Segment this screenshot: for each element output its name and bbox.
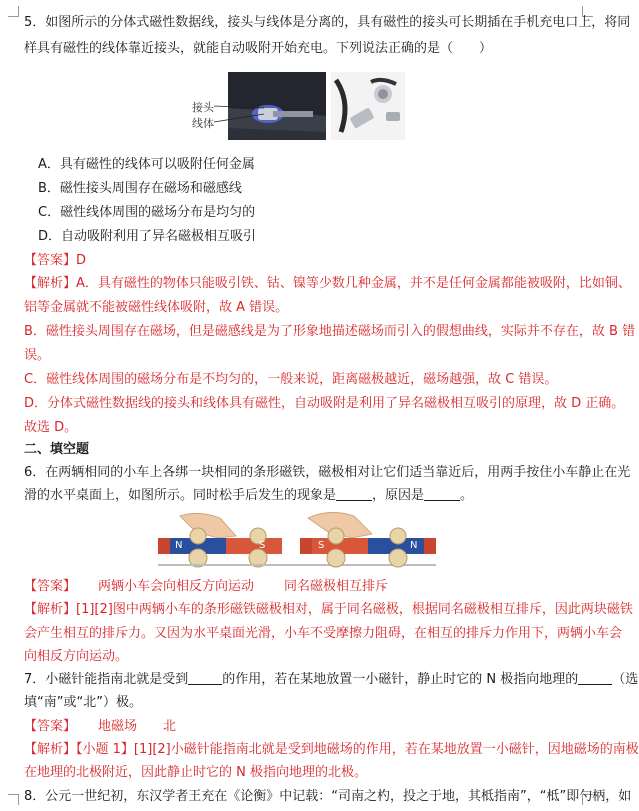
q6-answer [24,578,583,596]
magnet-pole-n-left: N [175,540,183,551]
hand-icon [180,513,236,538]
q7-answer [24,718,583,736]
answer-tag: 【答案】 [24,579,77,594]
q6-stem-line-2 [24,487,583,505]
q5-analysis-line-5: C．磁性线体周围的磁场分布是不均匀的，一般来说，距离磁极越近，磁场越强，故 C 错误。 [24,372,558,387]
q6-stem-line-1: 6．在两辆相同的小车上各绑一块相同的条形磁铁，磁极相对让它们适当靠近后，用两手按住小车静止在光 [24,465,631,480]
q7-analysis-line-1: 【解析】【小题 1】[1][2]小磁针能指南北就是受到地磁场的作用，若在某地放置一小磁针，因地磁场的南极 [24,742,639,757]
label-cable-body: 线体 [192,117,214,130]
q7-blank-2 [578,671,612,685]
q5-answer: 【答案】D [24,253,87,268]
leader-lines [214,104,266,128]
q5-figure-connectors-photo [331,72,405,140]
q7-stem-text: （选 [612,672,639,687]
magnet-pole-s-right: S [318,540,325,551]
q6-analysis-line-3: 向相反方向运动。 [24,649,129,664]
q6-blank-1 [336,487,372,501]
q7-answer-1: 地磁场 [98,719,138,734]
margin-corner-mark [8,6,19,17]
q7-answer-2: 北 [163,719,177,734]
q7-stem-text: 的作用，若在某地放置一小磁针，静止时它的 N 极指向地理的 [222,672,579,687]
q8-stem-line-1: 8．公元一世纪初，东汉学者王充在《论衡》中记载：“司南之杓，投之于地，其柢指南”，“柢”即勺柄，如 [24,789,632,804]
section-heading-fill-in: 二、填空题 [24,442,90,457]
answer-tag: 【答案】 [24,719,77,734]
q6-blank-2 [424,487,460,501]
magnet-pole-n-right: N [410,540,418,551]
q5-option-b: B．磁性接头周围存在磁场和磁感线 [38,181,242,196]
q5-analysis-line-7: 故选 D。 [24,420,78,435]
q6-analysis-line-2: 会产生相互的排斥力。又因为水平桌面光滑，小车不受摩擦力阻碍，在相互的排斥力作用下，两辆小车会 [24,626,623,641]
q5-analysis-line-2: 铝等金属就不能被磁性线体吸附，故 A 错误。 [24,300,289,315]
q6-answer-2: 同名磁极相互排斥 [284,579,389,594]
q5-stem-line-2: 样具有磁性的线体靠近接头，就能自动吸附开始充电。下列说法正确的是（ ） [24,41,493,56]
magnet-pole-s-left: S [259,540,266,551]
q7-analysis-line-2: 在地理的北极附近，因此静止时它的 N 极指向地理的北极。 [24,765,367,780]
q5-analysis-line-4: 误。 [24,348,51,363]
q6-stem-text: ，原因是 [372,488,425,503]
q7-stem-line-2: 填“南”或“北”）极。 [24,695,142,710]
label-connector: 接头 [192,101,214,114]
q6-stem-text: 滑的水平桌面上，如图所示。同时松手后发生的现象是 [24,488,337,503]
q6-stem-text: 。 [460,488,474,503]
q5-analysis-line-1: 【解析】A．具有磁性的物体只能吸引铁、钴、镍等少数几种金属，并不是任何金属都能被吸附，比如铜、 [24,276,631,291]
q5-option-d: D．自动吸附利用了异名磁极相互吸引 [38,229,257,244]
q6-answer-1: 两辆小车会向相反方向运动 [98,579,255,594]
q5-analysis-line-3: B．磁性接头周围存在磁场，但是磁感线是为了形象地描述磁场而引入的假想曲线，实际并不存在，故 B 错 [24,324,636,339]
q5-option-c: C．磁性线体周围的磁场分布是均匀的 [38,205,256,220]
q5-stem-line-1: 5．如图所示的分体式磁性数据线，接头与线体是分离的，具有磁性的接头可长期插在手机充电口上，将同 [24,15,631,30]
q7-blank-1 [188,671,222,685]
q7-stem-text: 7．小磁针能指南北就是受到 [24,672,189,687]
q5-option-a: A．具有磁性的线体可以吸附任何金属 [38,157,255,172]
q5-analysis-line-6: D．分体式磁性数据线的接头和线体具有磁性，自动吸附是利用了异名磁极相互吸引的原理，故 D 正确。 [24,396,625,411]
margin-corner-mark [8,794,19,805]
q7-stem-line-1 [24,671,639,689]
q6-figure-magnet-carts [158,508,436,570]
q6-analysis-line-1: 【解析】[1][2]图中两辆小车的条形磁铁磁极相对，属于同名磁极，根据同名磁极相互排斥，因此两块磁铁 [24,602,633,617]
